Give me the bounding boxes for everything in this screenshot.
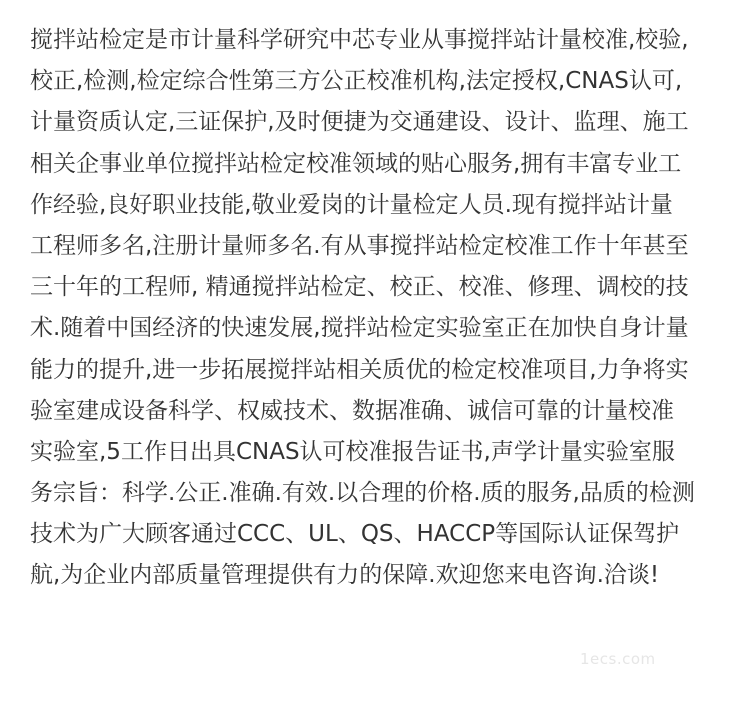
article-line: 术.随着中国经济的快速发展,搅拌站检定实验室正在加快自身计量 bbox=[30, 315, 689, 342]
article-line: 相关企事业单位搅拌站检定校准领域的贴心服务,拥有丰富专业工 bbox=[30, 150, 682, 177]
article-line: 搅拌站检定是市计量科学研究中芯专业从事搅拌站计量校准,校验, bbox=[30, 27, 689, 53]
article-line: 计量资质认定,三证保护,及时便捷为交通建设、设计、监理、施工 bbox=[30, 109, 689, 136]
article-line: 实验室,5工作日出具CNAS认可校准报告证书,声学计量实验室服 bbox=[30, 438, 675, 465]
article-line: 航,为企业内部质量管理提供有力的保障.欢迎您来电咨询.洽谈! bbox=[30, 562, 660, 589]
article-line: 务宗旨：科学.公正.准确.有效.以合理的价格.质的服务,品质的检测 bbox=[30, 480, 695, 507]
article-line: 工程师多名,注册计量师多名.有从事搅拌站检定校准工作十年甚至 bbox=[30, 232, 689, 259]
article-line: 能力的提升,进一步拓展搅拌站相关质优的检定校准项目,力争将实 bbox=[30, 356, 689, 383]
article-body bbox=[30, 20, 730, 597]
watermark: 1ecs.com bbox=[580, 650, 656, 668]
article-line: 技术为广大顾客通过CCC、UL、QS、HACCP等国际认证保驾护 bbox=[30, 521, 680, 548]
article-line: 作经验,良好职业技能,敬业爱岗的计量检定人员.现有搅拌站计量 bbox=[30, 191, 673, 218]
article-line: 校正,检测,检定综合性第三方公正校准机构,法定授权,CNAS认可, bbox=[30, 68, 683, 95]
article-line: 验室建成设备科学、权威技术、数据准确、诚信可靠的计量校准 bbox=[30, 397, 674, 424]
article-line: 三十年的工程师, 精通搅拌站检定、校正、校准、修理、调校的技 bbox=[30, 274, 689, 301]
